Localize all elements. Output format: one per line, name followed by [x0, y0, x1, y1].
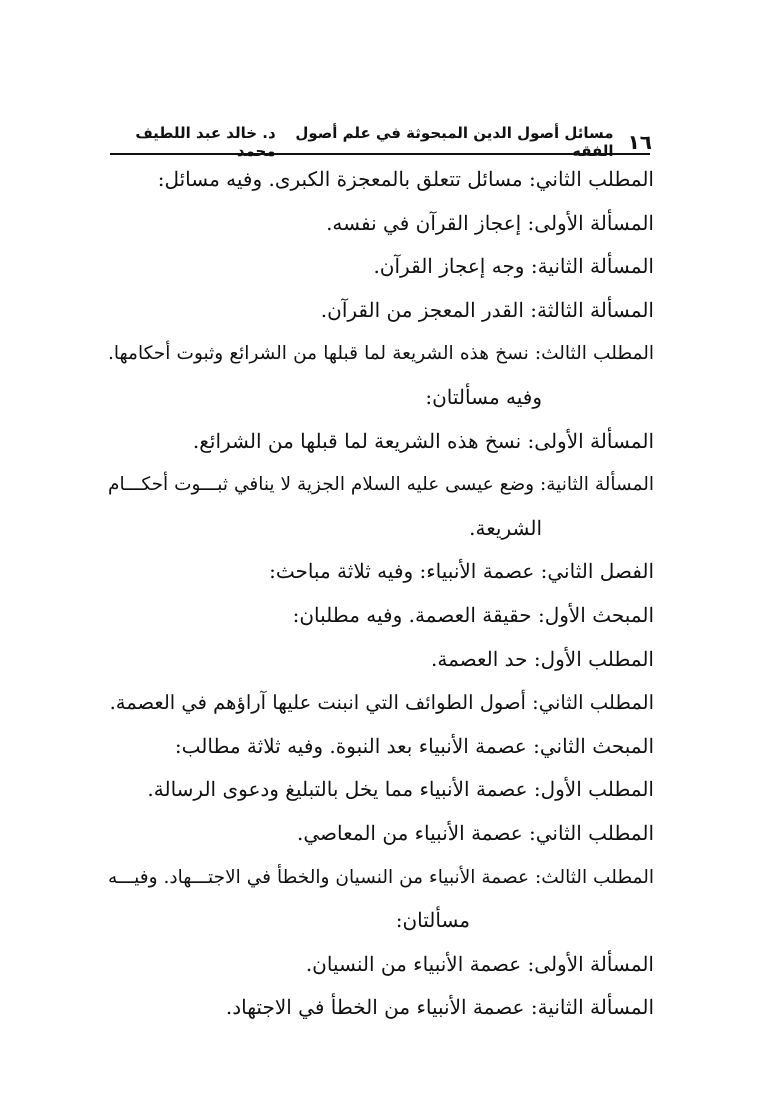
header-rule	[110, 153, 650, 155]
outline-line: المسألة الأولى: إعجاز القرآن في نفسه.	[326, 210, 654, 235]
outline-line: المطلب الثالث: عصمة الأنبياء من النسيان والخطأ في الاجتـــهاد. وفيـــه	[108, 866, 654, 888]
outline-line: المطلب الثالث: نسخ هذه الشريعة لما قبلها من الشرائع وثبوت أحكامها.	[108, 343, 654, 365]
outline-line: المطلب الأول: حد العصمة.	[431, 646, 654, 671]
outline-line: المطلب الثاني: أصول الطوائف التي انبنت عليها آراؤهم في العصمة.	[109, 691, 654, 715]
outline-line: وفيه مسألتان:	[425, 384, 542, 409]
outline-line: المبحث الأول: حقيقة العصمة. وفيه مطلبان:	[292, 602, 654, 627]
outline-line: المسألة الثانية: وضع عيسى عليه السلام الجزية لا ينافي ثبـــوت أحكـــام	[108, 474, 654, 496]
outline-line: المبحث الثاني: عصمة الأنبياء بعد النبوة. وفيه ثلاثة مطالب:	[174, 733, 654, 758]
outline-line: المطلب الثاني: عصمة الأنبياء من المعاصي.	[297, 820, 654, 845]
page-number: ١٦	[627, 130, 652, 154]
outline-line: المطلب الثاني: مسائل تتعلق بالمعجزة الكبرى. وفيه مسائل:	[157, 167, 654, 191]
outline-line: الفصل الثاني: عصمة الأنبياء: وفيه ثلاثة مباحث:	[269, 559, 654, 584]
outline-line: المطلب الأول: عصمة الأنبياء مما يخل بالتبليغ ودعوى الرسالة.	[147, 777, 654, 802]
outline-line: المسألة الثانية: عصمة الأنبياء من الخطأ في الاجتهاد.	[225, 995, 654, 1020]
outline-body	[108, 158, 654, 1030]
outline-line: مسألتان:	[395, 908, 470, 933]
running-title: مسائل أصول الدين المبحوثة في علم أصول الفقه	[295, 124, 614, 160]
outline-line: المسألة الثانية: وجه إعجاز القرآن.	[373, 254, 654, 279]
outline-line: المسألة الأولى: عصمة الأنبياء من النسيان.	[305, 951, 654, 976]
outline-line: المسألة الثالثة: القدر المعجز من القرآن.	[320, 297, 654, 322]
outline-line: المسألة الأولى: نسخ هذه الشريعة لما قبلها من الشرائع.	[192, 428, 654, 453]
author-name: د. خالد عبد اللطيف محمد	[135, 124, 276, 160]
running-header	[112, 124, 652, 160]
outline-line: الشريعة.	[469, 515, 542, 540]
